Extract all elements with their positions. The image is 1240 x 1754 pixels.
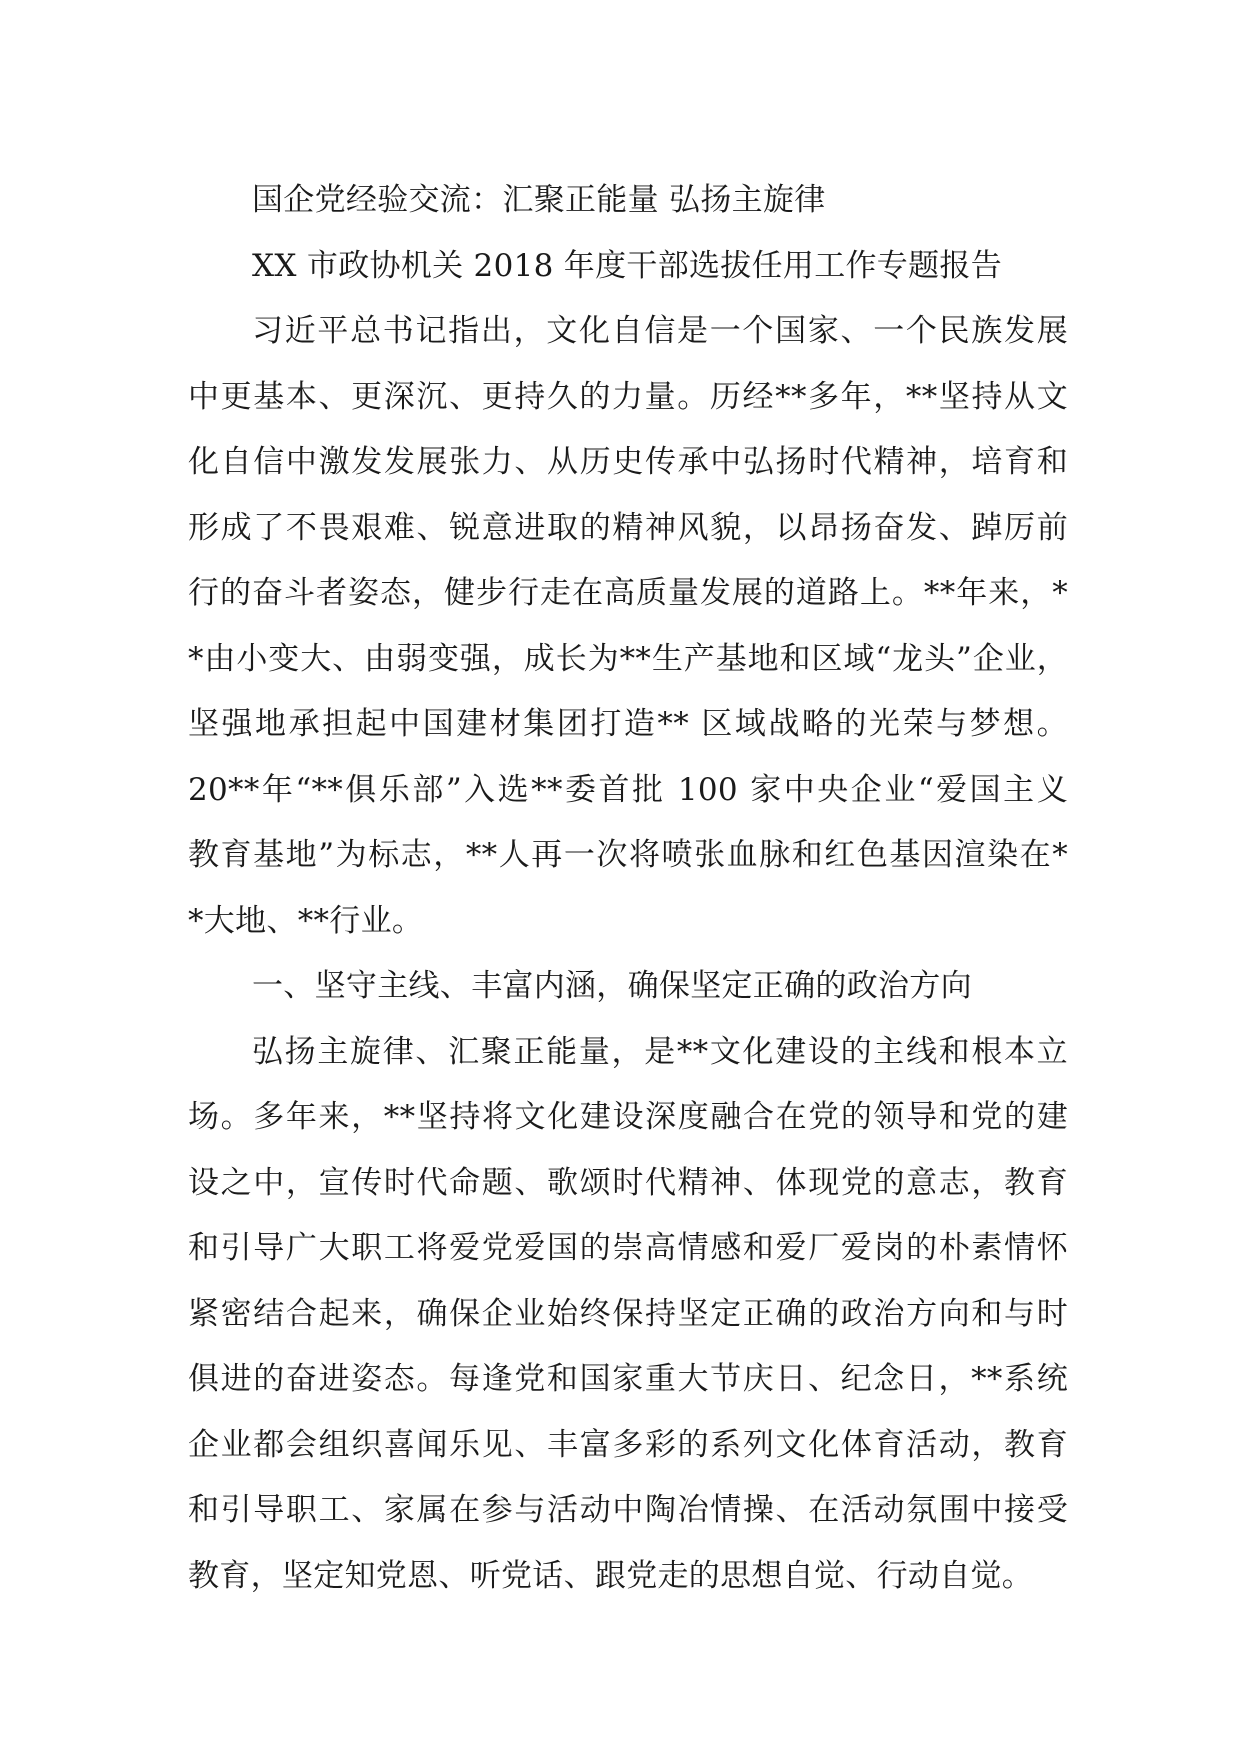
document-subtitle: XX 市政协机关 2018 年度干部选拔任用工作专题报告 xyxy=(252,247,1002,284)
paragraph-line: 企业都会组织喜闻乐见、丰富多彩的系列文化体育活动，教育 xyxy=(188,1426,1068,1463)
paragraph-line: 设之中，宣传时代命题、歌颂时代精神、体现党的意志，教育 xyxy=(188,1164,1068,1201)
paragraph-line: 坚强地承担起中国建材集团打造** 区域战略的光荣与梦想。 xyxy=(188,706,1068,742)
section-heading: 一、坚守主线、丰富内涵，确保坚定正确的政治方向 xyxy=(252,968,972,1004)
paragraph-line: 化自信中激发发展张力、从历史传承中弘扬时代精神，培育和 xyxy=(188,444,1068,480)
paragraph-2 xyxy=(188,1020,1068,1610)
paragraph-line: *大地、**行业。 xyxy=(188,902,424,939)
paragraph-line: 形成了不畏艰难、锐意进取的精神风貌，以昂扬奋发、踔厉前 xyxy=(188,509,1068,546)
paragraph-line: 弘扬主旋律、汇聚正能量，是**文化建设的主线和根本立 xyxy=(252,1033,1068,1070)
paragraph-line: 和引导广大职工将爱党爱国的崇高情感和爱厂爱岗的朴素情怀 xyxy=(188,1230,1068,1266)
paragraph-line: 紧密结合起来，确保企业始终保持坚定正确的政治方向和与时 xyxy=(188,1295,1068,1332)
paragraph-line: 习近平总书记指出，文化自信是一个国家、一个民族发展 xyxy=(252,313,1068,349)
paragraph-line: 中更基本、更深沉、更持久的力量。历经**多年，**坚持从文 xyxy=(188,378,1068,415)
paragraph-line: 和引导职工、家属在参与活动中陶冶情操、在活动氛围中接受 xyxy=(188,1492,1068,1528)
paragraph-line: 教育基地”为标志，**人再一次将喷张血脉和红色基因渲染在* xyxy=(188,837,1068,873)
paragraph-line: 行的奋斗者姿态，健步行走在高质量发展的道路上。**年来，* xyxy=(188,575,1068,611)
paragraph-line: 20**年“**俱乐部”入选**委首批 100 家中央企业“爱国主义 xyxy=(188,771,1068,808)
paragraph-line: *由小变大、由弱变强，成长为**生产基地和区域“龙头”企业， xyxy=(188,640,1068,677)
paragraph-line: 场。多年来，**坚持将文化建设深度融合在党的领导和党的建 xyxy=(188,1099,1068,1135)
paragraph-line: 俱进的奋进姿态。每逢党和国家重大节庆日、纪念日，**系统 xyxy=(188,1361,1068,1397)
document-title: 国企党经验交流：汇聚正能量 弘扬主旋律 xyxy=(252,182,826,218)
document-body xyxy=(188,168,1068,1609)
paragraph-1 xyxy=(188,299,1068,954)
paragraph-line: 教育，坚定知党恩、听党话、跟党走的思想自觉、行动自觉。 xyxy=(188,1557,1034,1594)
